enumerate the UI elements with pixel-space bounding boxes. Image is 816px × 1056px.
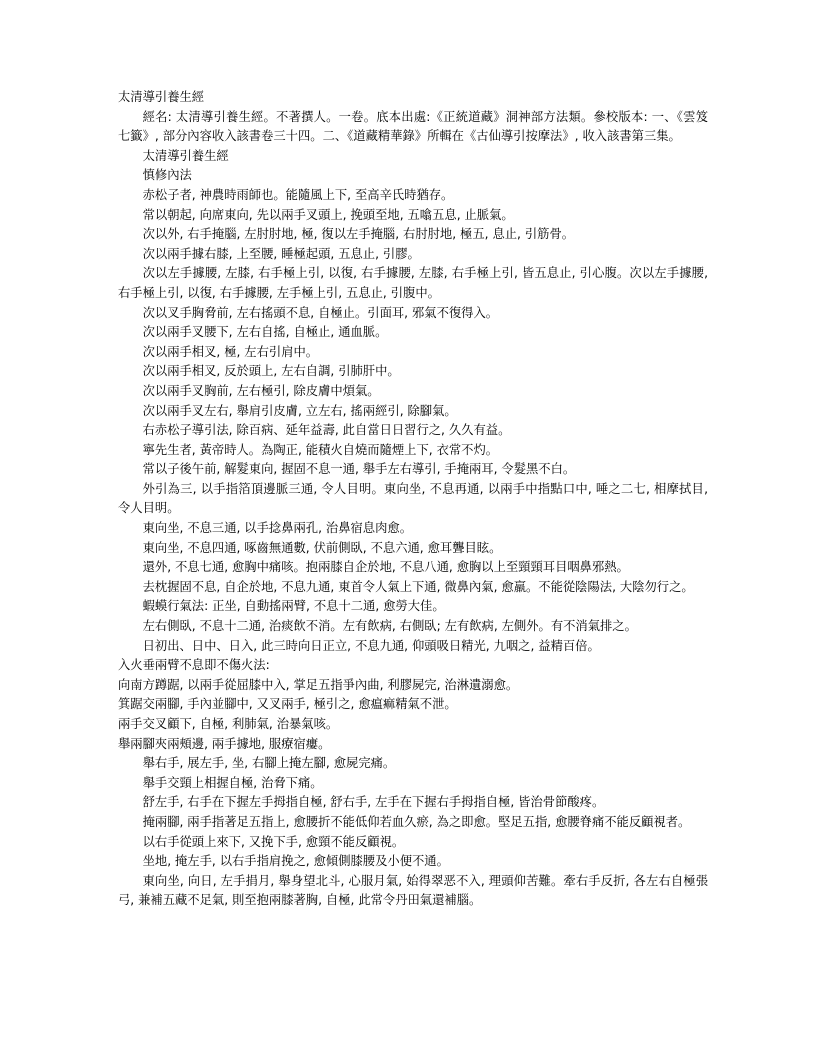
document-paragraph: 日初出、日中、日入, 此三時向日正立, 不息九通, 仰頭吸日精光, 九咽之, 益精百倍。 [142,638,600,653]
document-paragraph: 掩兩腳, 兩手指著足五指上, 愈腰折不能低仰若血久瘀, 為之即愈。堅足五指, 愈腰脊痛不能反顧視者。 [142,814,691,829]
document-paragraph: 次以兩手叉胸前, 左右極引, 除皮膚中煩氣。 [142,383,380,398]
document-paragraph: 向南方蹲踞, 以兩手從屈膝中入, 掌足五指爭內曲, 利膠屍完, 治淋遺溺愈。 [118,677,519,692]
document-body [118,88,708,911]
document-paragraph: 慎修內法 [142,168,192,183]
document-paragraph: 次以左手據腰, 左膝, 右手極上引, 以復, 右手據腰, 左膝, 右手極上引, 皆五息止, 引心腹。次以左手據腰, 右手極上引, 以復, 右手據腰, 左手極上引, 五息止, 引腹中。 [118,266,708,300]
document-paragraph: 還外, 不息七通, 愈胸中痛咳。抱兩膝自企於地, 不息八通, 愈胸以上至頸頸耳目咽鼻邪熱。 [142,560,629,575]
document-paragraph: 舉手交頸上相握自極, 治脅下痛。 [142,775,323,790]
document-paragraph: 蝦蟆行氣法: 正坐, 自動搖兩臂, 不息十二通, 愈勞大佳。 [142,599,445,614]
document-paragraph: 次以兩手相叉, 反於頭上, 左右自調, 引肺肝中。 [142,364,400,379]
document-paragraph: 東向坐, 不息四通, 啄齒無通數, 伏前側臥, 不息六通, 愈耳聾目眩。 [142,540,502,555]
document-paragraph: 次以兩手叉左右, 舉肩引皮膚, 立左右, 搖兩經引, 除腳氣。 [142,403,457,418]
document-paragraph: 右赤松子導引法, 除百病、延年益壽, 此自當日日習行之, 久久有益。 [142,423,511,438]
document-paragraph: 入火垂兩臂不息即不傷火法: [118,658,270,673]
document-paragraph: 赤松子者, 神農時雨師也。能隨風上下, 至高辛氏時猶存。 [142,187,454,202]
document-paragraph: 舉兩腳夾兩頰邊, 兩手據地, 服療宿瘻。 [118,736,331,751]
document-paragraph: 次以叉手胸脅前, 左右搖頭不息, 自極止。引面耳, 邪氣不復得入。 [142,305,499,320]
document-paragraph: 兩手交叉顧下, 自極, 利肺氣, 治暴氣咳。 [118,717,339,731]
document-paragraph: 次以兩手叉腰下, 左右自搖, 自極止, 通血脈。 [142,325,388,340]
document-paragraph: 箕踞交兩腳, 手內並腳中, 又叉兩手, 極引之, 愈瘟痲精氣不泄。 [118,697,457,712]
document-paragraph: 東向坐, 向日, 左手捐月, 舉身望北斗, 心服月氣, 始得翠恶不入, 理頭仰苦難。牽右手反折, 各左右自極張弓, 兼補五藏不足氣, 則至抱兩膝著胸, 自極, 此常令丹田氣還補腦。 [118,873,708,908]
document-paragraph: 次以外, 右手掩腦, 左肘肘地, 極, 復以左手掩腦, 右肘肘地, 極五, 息止, 引筋骨。 [142,227,575,242]
document-title: 太清導引養生經 [118,90,205,104]
document-paragraph: 左右側臥, 不息十二通, 治痰飲不消。左有飲病, 右側臥; 左有飲病, 左側外。有不消氣排之。 [142,619,637,634]
document-paragraph: 常以朝起, 向席東向, 先以兩手叉頭上, 挽頭至地, 五噏五息, 止脈氣。 [142,207,514,222]
document-paragraph: 經名: 太清導引養生經。不著撰人。一卷。底本出處:《正統道藏》洞神部方法類。參校版本: 一、《雲笈七籤》, 部分內容收入該書卷三十四。二、《道藏精華錄》所輯在《古仙導引按摩法》, 收入該書第三集。 [118,109,708,144]
document-paragraph: 坐地, 掩左手, 以右手指肩挽之, 愈傾側膝腰及小便不通。 [142,854,449,869]
document-paragraph: 東向坐, 不息三通, 以手捻鼻兩孔, 治鼻宿息肉愈。 [142,521,412,536]
document-paragraph: 次以兩手據右膝, 上至腰, 睡極起頭, 五息止, 引膠。 [142,246,420,261]
document-paragraph: 寧先生者, 黃帝時人。為陶正, 能積火自燒而隨煙上下, 衣常不灼。 [142,442,499,457]
document-paragraph: 舒左手, 右手在下握左手拇指自極, 舒右手, 左手在下握右手拇指自極, 皆治骨節酸疼。 [142,795,605,810]
document-paragraph: 外引為三, 以手指箔頂邊脈三通, 令人目明。東向坐, 不息再通, 以兩手中指點口中, 唾之二七, 相摩拭目, 令人目明。 [118,481,708,516]
document-paragraph: 去枕握固不息, 自企於地, 不息九通, 東首令人氣上下通, 微鼻內氣, 愈羸。不能從陰陽法, 大陰勿行之。 [142,579,694,594]
document-paragraph: 舉右手, 展左手, 坐, 右腳上掩左腳, 愈屍完痛。 [142,756,396,771]
document-paragraph: 太清導引養生經 [142,148,229,163]
document-paragraph: 常以子後午前, 解髮東向, 握固不息一通, 舉手左右導引, 手掩兩耳, 令髮黑不白。 [142,462,576,477]
document-paragraph: 以右手從頭上來下, 又挽下手, 愈頸不能反顧視。 [142,834,405,849]
document-paragraph: 次以兩手相叉, 極, 左右引肩中。 [142,344,319,359]
